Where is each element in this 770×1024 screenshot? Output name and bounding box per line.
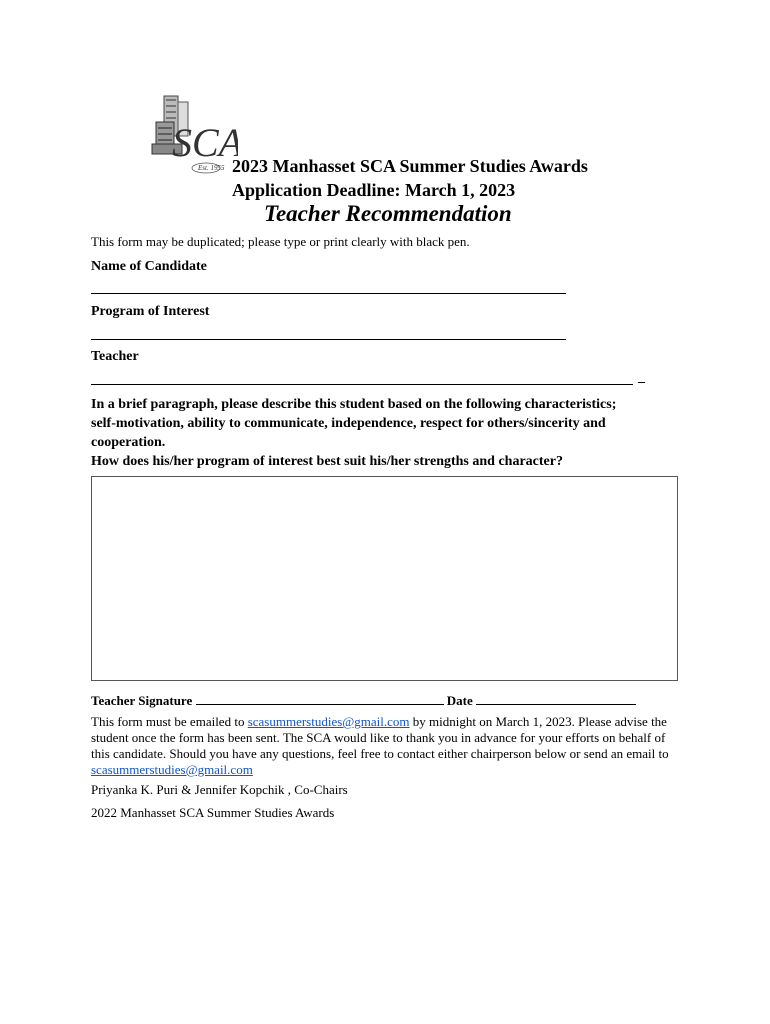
signature-field[interactable] — [196, 692, 444, 705]
teacher-label: Teacher — [91, 349, 139, 364]
submission-notice — [91, 714, 681, 778]
document-title: Teacher Recommendation — [264, 201, 512, 226]
teacher-line-trailing: _ — [638, 370, 645, 385]
logo-text: SCA — [172, 120, 238, 165]
recommendation-prompt — [91, 395, 681, 471]
signature-label: Teacher Signature — [91, 693, 193, 708]
date-field[interactable] — [476, 692, 636, 705]
prompt-line-1: In a brief paragraph, please describe this student based on the following characteristics; — [91, 397, 617, 412]
co-chairs-text: Priyanka K. Puri & Jennifer Kopchik , Co-Chairs — [91, 782, 348, 797]
email-link-2[interactable]: scasummerstudies@gmail.com — [91, 762, 253, 777]
notice-text-1: This form must be emailed to — [91, 714, 248, 729]
prompt-line-3: cooperation. — [91, 435, 166, 450]
candidate-line[interactable] — [91, 293, 566, 294]
footer-text: 2022 Manhasset SCA Summer Studies Awards — [91, 805, 335, 820]
deadline-line: Application Deadline: March 1, 2023 — [232, 180, 516, 200]
email-link-1[interactable]: scasummerstudies@gmail.com — [247, 714, 410, 729]
notice-text-2: by midnight on March 1, 2023. Please advise the student once the form has been sent. The SCA would like to thank you in advance for your efforts on behalf of this candidate. Should you have any questions, feel free to contact either chairperson below or send an email to — [91, 714, 669, 761]
sca-logo-graphic — [150, 92, 238, 176]
signature-row — [91, 692, 636, 709]
header-title-line: 2023 Manhasset SCA Summer Studies Awards — [232, 156, 588, 176]
prompt-line-2: self-motivation, ability to communicate, independence, respect for others/sincerity and — [91, 416, 606, 431]
sca-logo — [150, 92, 238, 176]
recommendation-answer-box[interactable] — [91, 476, 678, 681]
program-label: Program of Interest — [91, 304, 210, 319]
teacher-line[interactable] — [91, 384, 633, 385]
intro-text: This form may be duplicated; please type or print clearly with black pen. — [91, 234, 470, 249]
logo-est-text: Est. 1955 — [198, 164, 225, 172]
date-label: Date — [446, 693, 473, 708]
candidate-label: Name of Candidate — [91, 259, 207, 274]
program-line[interactable] — [91, 339, 566, 340]
prompt-question: How does his/her program of interest best suit his/her strengths and character? — [91, 454, 563, 469]
